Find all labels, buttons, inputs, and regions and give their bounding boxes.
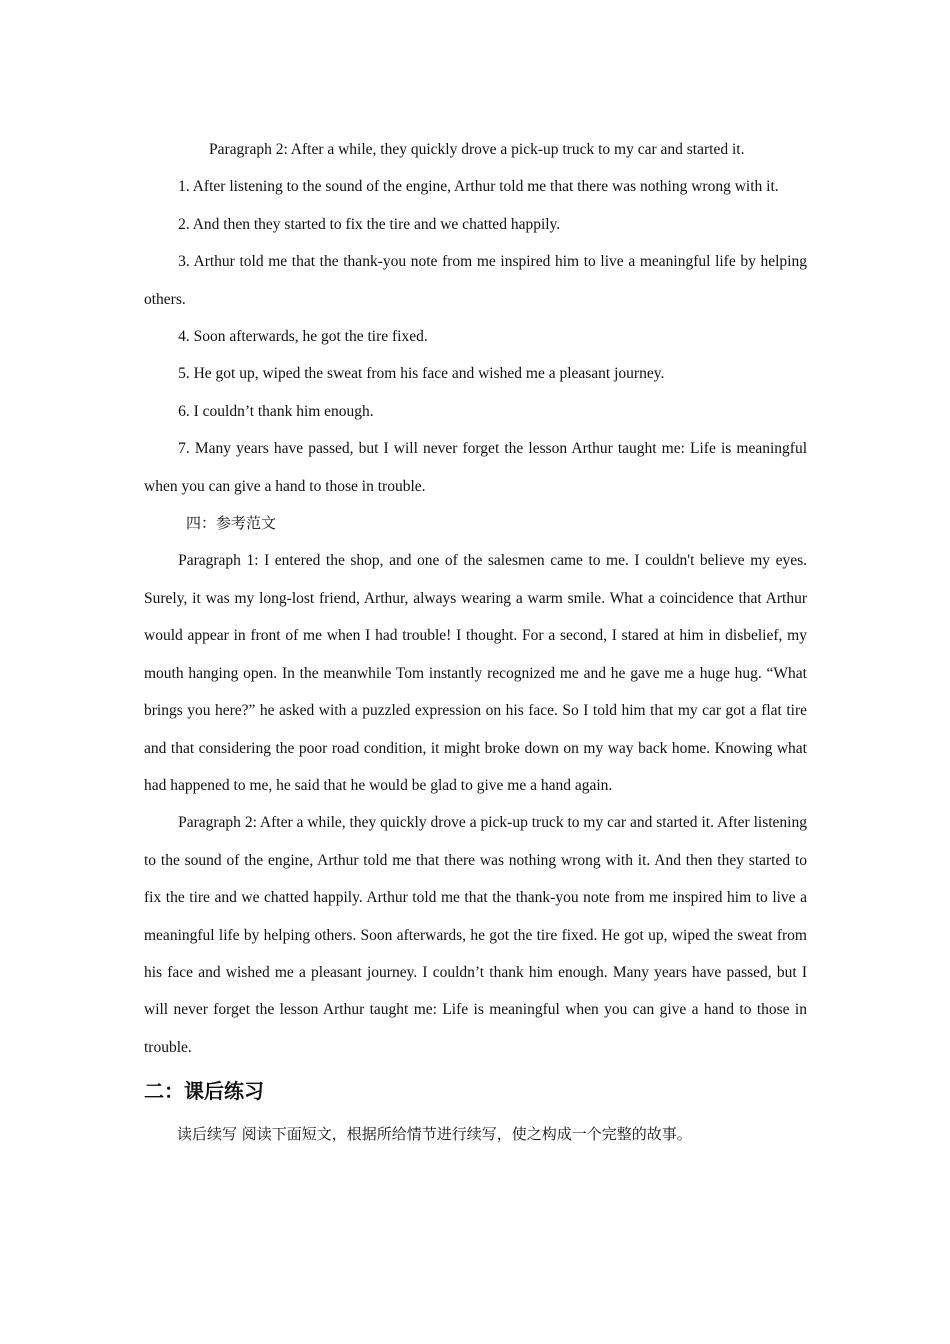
list-item: 6. I couldn’t thank him enough. xyxy=(178,402,374,420)
intro-line: Paragraph 2: After a while, they quickly drove a pick-up truck to my car and started it. xyxy=(209,141,745,158)
document-page xyxy=(144,131,807,1154)
sample-paragraph-2: Paragraph 2: After a while, they quickly drove a pick-up truck to my car and started it. After listening to the sound of the engine, Arthur told me that there was nothing wrong with it. And then they started to fix the tire and we chatted happily. Arthur told me that the thank-you note from me inspired him to live a meaningful life by helping others. Soon afterwards, he got the tire fixed. He got up, wiped the sweat from his face and wished me a pleasant journey. I couldn’t thank him enough. Many years have passed, but I will never forget the lesson Arthur taught me: Life is meaningful when you can give a hand to those in trouble. xyxy=(144,814,807,1056)
exercise-instruction: 读后续写 阅读下面短文，根据所给情节进行续写，使之构成一个完整的故事。 xyxy=(177,1125,692,1144)
sample-paragraph-1: Paragraph 1: I entered the shop, and one of the salesmen came to me. I couldn't believe my eyes. Surely, it was my long-lost friend, Arthur, always wearing a warm smile. What a coincidence that Arthur would appear in front of me when I had trouble! I thought. For a second, I stared at him in disbelief, my mouth hanging open. In the meanwhile Tom instantly recognized me and he gave me a huge hug. “What brings you here?” he asked with a puzzled expression on his face. So I told him that my car got a flat tire and that considering the poor road condition, it might broke down on my way back home. Knowing what had happened to me, he said that he would be glad to give me a hand again. xyxy=(144,552,807,794)
list-item: 7. Many years have passed, but I will never forget the lesson Arthur taught me: Life is meaningful when you can give a hand to those in trouble. xyxy=(144,440,807,495)
list-item: 4. Soon afterwards, he got the tire fixed. xyxy=(178,328,428,346)
section-four-label: 四：参考范文 xyxy=(186,514,277,533)
list-item: 5. He got up, wiped the sweat from his face and wished me a pleasant journey. xyxy=(178,365,665,383)
section-two-heading: 二：课后练习 xyxy=(144,1079,264,1104)
list-item: 3. Arthur told me that the thank-you note from me inspired him to live a meaningful life by helping others. xyxy=(144,253,807,308)
list-item: 2. And then they started to fix the tire and we chatted happily. xyxy=(178,215,561,233)
list-item: 1. After listening to the sound of the engine, Arthur told me that there was nothing wrong with it. xyxy=(178,178,779,196)
